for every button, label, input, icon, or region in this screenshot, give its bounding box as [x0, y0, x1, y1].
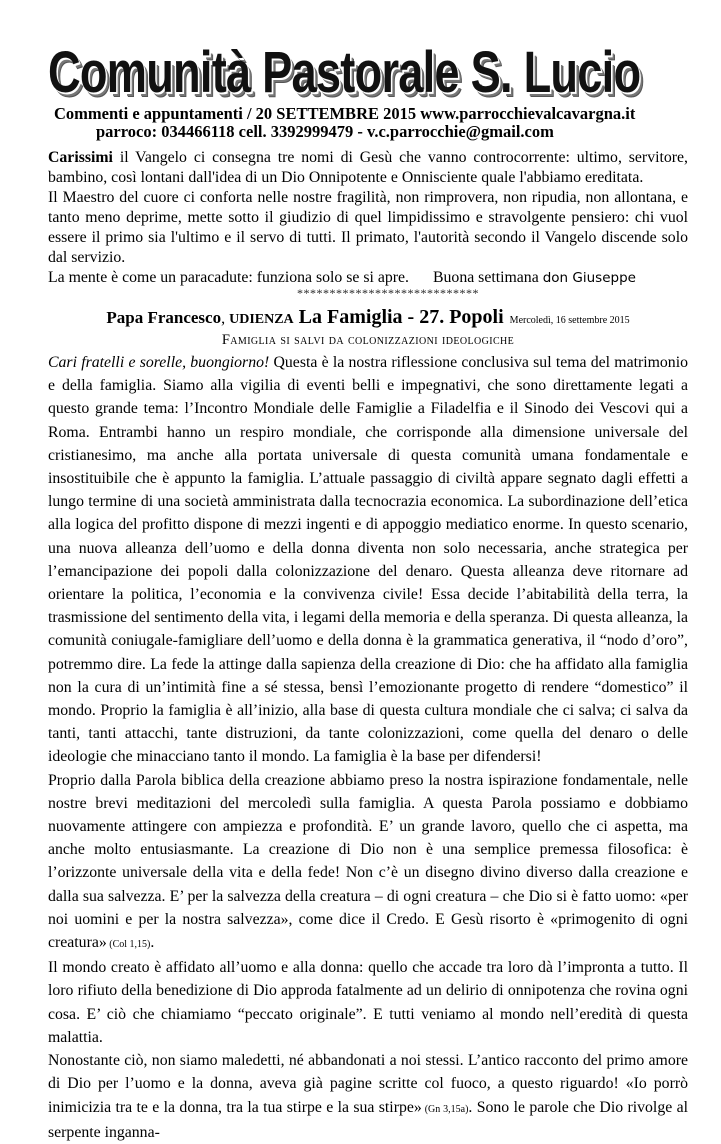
intro-paragraph-1 — [48, 148, 688, 188]
article-paragraph-2 — [48, 769, 688, 957]
article-text-4-end: . Sono le parole che Dio rivolge al serpente inganna- — [48, 1098, 688, 1141]
pastor-letter — [48, 148, 688, 298]
intro-greeting: Buona settimana — [432, 269, 539, 286]
article-udienza: UDIENZA — [229, 312, 294, 327]
article-text-1: Questa è la nostra riflessione conclusiva sul tema del matrimonio e della famiglia. Siamo alla vigilia di eventi belli e impegnativi, che sono direttamente legati a questo grande tema: l’Incontro Mondiale delle Famiglie a Filadelfia e il Sinodo dei Vescovi qui a Roma. Entrambi hanno un respiro mondiale, che corrisponde alla dimensione universale del cristianesimo, ma anche alla portata universale di questa comunità umana fondamentale e insostituibile che è appunto la famiglia. L’attuale passaggio di civiltà appare segnato dagli effetti a lungo termine di una società amministrata dalla tecnocrazia economica. La subordinazione dell’etica alla logica del profitto dispone di mezzi ingenti e di appoggio mediatico enorme. In questo scenario, una nuova alleanza dell’uomo e della donna diventa non solo necessaria, anche strategica per l’emancipazione dei popoli dalla colonizzazione del denaro. Questa alleanza deve ritornare ad orientare la politica, l’economia e la convivenza civile! Essa decide l’abitabilità della terra, la trasmissione del sentimento della vita, i legami della memoria e della speranza. Di questa alleanza, la comunità coniugale-famigliare dell’uomo e della donna è la grammatica generativa, il “nodo d’oro”, potremmo dire. La fede la attinge dalla sapienza della creazione di Dio: che ha affidato alla famiglia non la cura di un’intimità fine a sé stessa, bensì l’emozionante progetto di rendere “domestico” il mondo. Proprio la famiglia è all’inizio, alla base di questa cultura mondiale che ci salva; ci salva da tanti, tanti attacchi, tante distruzioni, da tante colonizzazioni, come quella del denaro o delle ideologie che minacciano tanto il mondo. La famiglia è la base per difendersi! — [48, 354, 688, 766]
masthead-subtitle-dates-website: Commenti e appuntamenti / 20 SETTEMBRE 2015 www.parrocchievalcavargna.it — [54, 104, 636, 123]
article-paragraph-4 — [48, 1049, 688, 1144]
intro-motto: La mente è come un paracadute: funziona solo se si apre. — [48, 269, 409, 286]
article-text-2: Proprio dalla Parola biblica della creazione abbiamo preso la nostra ispirazione fondamentale, nelle nostre brevi meditazioni del mercoledì sulla famiglia. A questa Parola possiamo e dobbiamo nuovamente attingere con ampiezza e profondità. E’ un grande lavoro, quello che ci aspetta, ma anche molto entusiasmante. La creazione di Dio non è una semplice premessa filosofica: è l’orizzonte universale della vita e della fede! Non c’è un disegno divino diverso dalla creazione e dalla sua salvezza. E’ per la salvezza della creatura – di ogni creatura – che Dio si è fatto uomo: «per noi uomini e per la nostra salvezza», come dice il Credo. E Gesù risorto è «primogenito di ogni creatura» — [48, 771, 688, 952]
article-author: Papa Francesco — [106, 308, 222, 327]
intro-signature: don Giuseppe — [542, 270, 636, 286]
article-paragraph-1 — [48, 351, 688, 769]
intro-paragraph-2: Il Maestro del cuore ci conforta nelle nostre fragilità, non rimprovera, non ripudia, non allontana, e tanto meno deprime, mette sotto il giudizio di quel limpidissimo e stravolgente pensiero: chi vuol essere il primo sia l'ultimo e il servo di tutti. Il primato, l'autorità secondo il Vangelo discende solo dal servizio. — [48, 189, 688, 266]
article-reference-1: (Col 1,15) — [106, 939, 151, 951]
article-text-2-end: . — [150, 934, 155, 952]
separator-stars: **************************** — [297, 286, 479, 300]
article-heading — [48, 306, 688, 332]
intro-text-1: il Vangelo ci consegna tre nomi di Gesù che vanno controcorrente: ultimo, servitore, bambino, così lontani dall'idea di un Dio Onnipotente e Onnisciente quale l'abbiamo ereditata. — [48, 149, 688, 186]
article-reference-2: (Gn 3,15a) — [421, 1103, 469, 1115]
intro-lead: Carissimi — [48, 149, 113, 166]
article-date: Mercoledì, 16 settembre 2015 — [509, 315, 630, 326]
article-author-sep: , — [221, 310, 230, 327]
article-paragraph-3: Il mondo creato è affidato all’uomo e alla donna: quello che accade tra loro dà l’impronta a tutto. Il loro rifiuto della benedizione di Dio approda fatalmente ad un delirio di onnipotenza che rovina ogni cosa. E’ ciò che chiamiamo “peccato originale”. E tutti veniamo al mondo nell’eredità di questa malattia. — [48, 959, 688, 1046]
article-text-4: Nonostante ciò, non siamo maledetti, né abbandonati a noi stessi. L’antico racconto del primo amore di Dio per l’uomo e la donna, aveva già pagine scritte col fuoco, a questo riguardo! «Io porrò inimicizia tra te e la donna, tra la tua stirpe e la sua stirpe» — [48, 1052, 688, 1116]
masthead-subtitle-contacts: parroco: 034466118 cell. 3392999479 - v.c.parrocchie@gmail.com — [96, 122, 554, 141]
article-subtitle: Famiglia si salvi da colonizzazioni ideologiche — [221, 332, 515, 348]
masthead-title: Comunità Pastorale S. Lucio — [48, 40, 641, 105]
newsletter-page — [48, 40, 688, 1144]
intro-closing — [48, 268, 688, 288]
article-body — [48, 351, 688, 1144]
article-title: La Famiglia - 27. Popoli — [293, 306, 504, 328]
article-opening: Cari fratelli e sorelle, buongiorno! — [48, 354, 270, 371]
